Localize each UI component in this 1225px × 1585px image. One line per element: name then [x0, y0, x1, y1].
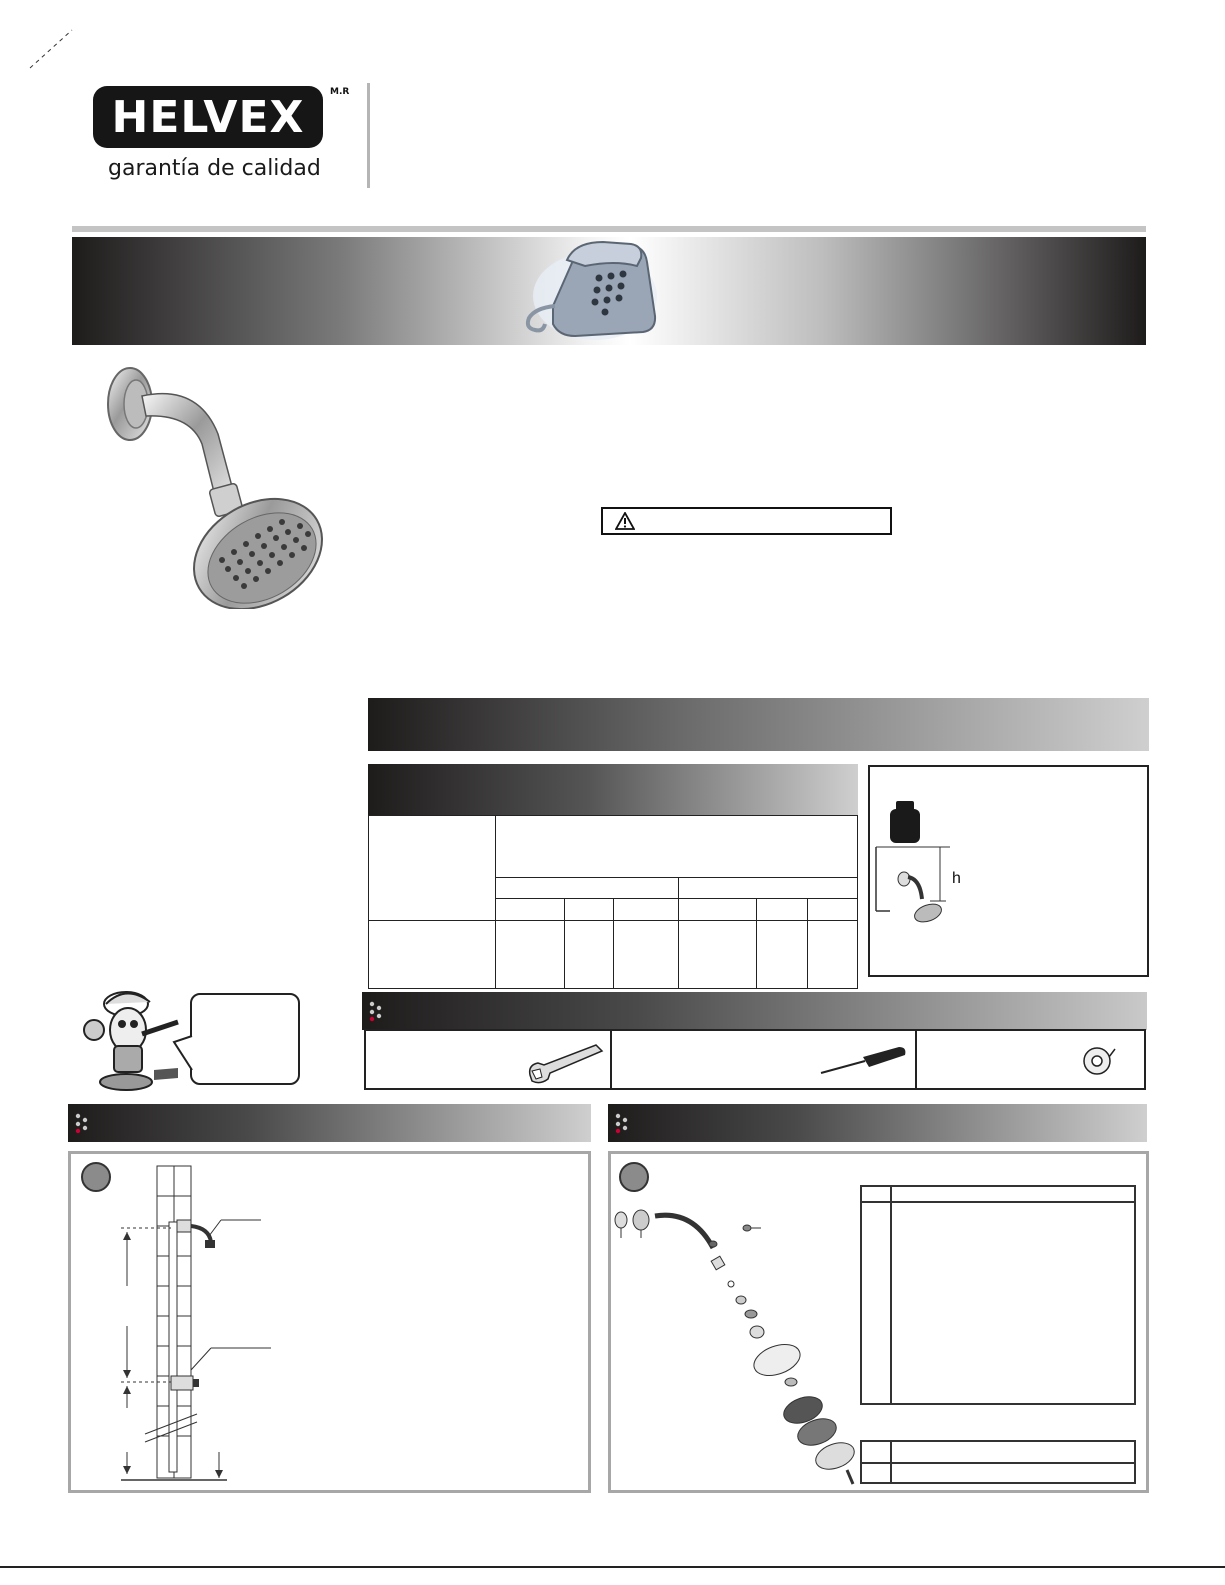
- spec-cell: [808, 899, 858, 921]
- dimension-diagram-box: [868, 765, 1149, 977]
- spec-cell: [565, 921, 614, 989]
- speech-bubble: [190, 993, 300, 1085]
- spec-cell: [496, 816, 858, 878]
- spec-cell: [757, 921, 808, 989]
- top-rule: [72, 226, 1146, 232]
- parts-section-header: [608, 1104, 1147, 1142]
- tool-cell-wrench: [366, 1031, 612, 1088]
- warning-box: [601, 507, 892, 535]
- tools-row: [364, 1029, 1146, 1090]
- installation-section-header: [68, 1104, 591, 1142]
- brand-logo: [93, 86, 323, 148]
- spec-cell: [679, 921, 757, 989]
- header-divider: [367, 83, 370, 188]
- parts-code-table: [860, 1440, 1136, 1484]
- speech-bubble-tail: [170, 1030, 200, 1080]
- brand-tagline: garantía de calidad: [108, 156, 321, 181]
- spec-cell: [679, 878, 858, 899]
- step-marker: [81, 1162, 111, 1192]
- spec-cell: [679, 899, 757, 921]
- adjustable-wrench-icon: [526, 1035, 606, 1085]
- spec-cell: [808, 921, 858, 989]
- height-dimension-diagram: [870, 767, 1147, 975]
- teflon-tape-icon: [1081, 1043, 1117, 1079]
- page-bottom-rule: [0, 1566, 1225, 1568]
- spec-cell: [565, 899, 614, 921]
- spec-cell: [496, 899, 565, 921]
- dimension-h-label: h: [952, 870, 961, 887]
- screwdriver-icon: [817, 1045, 907, 1079]
- shower-head-product-image: [98, 364, 343, 609]
- installation-panel: [68, 1151, 591, 1493]
- spec-table-header: [368, 764, 858, 815]
- registered-mark: M.R: [330, 87, 350, 97]
- spec-table: [368, 815, 858, 989]
- corner-dashed-mark: [26, 28, 86, 72]
- spec-cell: [496, 921, 565, 989]
- parts-panel: [608, 1151, 1149, 1493]
- spec-cell: [496, 878, 679, 899]
- spec-cell: [369, 921, 496, 989]
- tool-cell-tape: [917, 1031, 1144, 1088]
- section-dots-icon: [368, 1000, 384, 1022]
- section-dots-icon: [614, 1112, 630, 1134]
- step-marker: [619, 1162, 649, 1192]
- brand-name: HELVEX: [111, 91, 305, 143]
- telephone-icon: [515, 236, 660, 341]
- exploded-parts-diagram: [613, 1204, 863, 1494]
- tools-section-header: [362, 992, 1147, 1030]
- installation-wall-diagram: [111, 1162, 591, 1492]
- tool-cell-screwdriver: [612, 1031, 917, 1088]
- spec-cell: [757, 899, 808, 921]
- spec-cell: [369, 816, 496, 921]
- parts-list-table: [860, 1185, 1136, 1405]
- section-header-bar: [368, 698, 1149, 751]
- warning-triangle-icon: [615, 512, 635, 530]
- section-dots-icon: [74, 1112, 90, 1134]
- spec-cell: [614, 899, 679, 921]
- spec-cell: [614, 921, 679, 989]
